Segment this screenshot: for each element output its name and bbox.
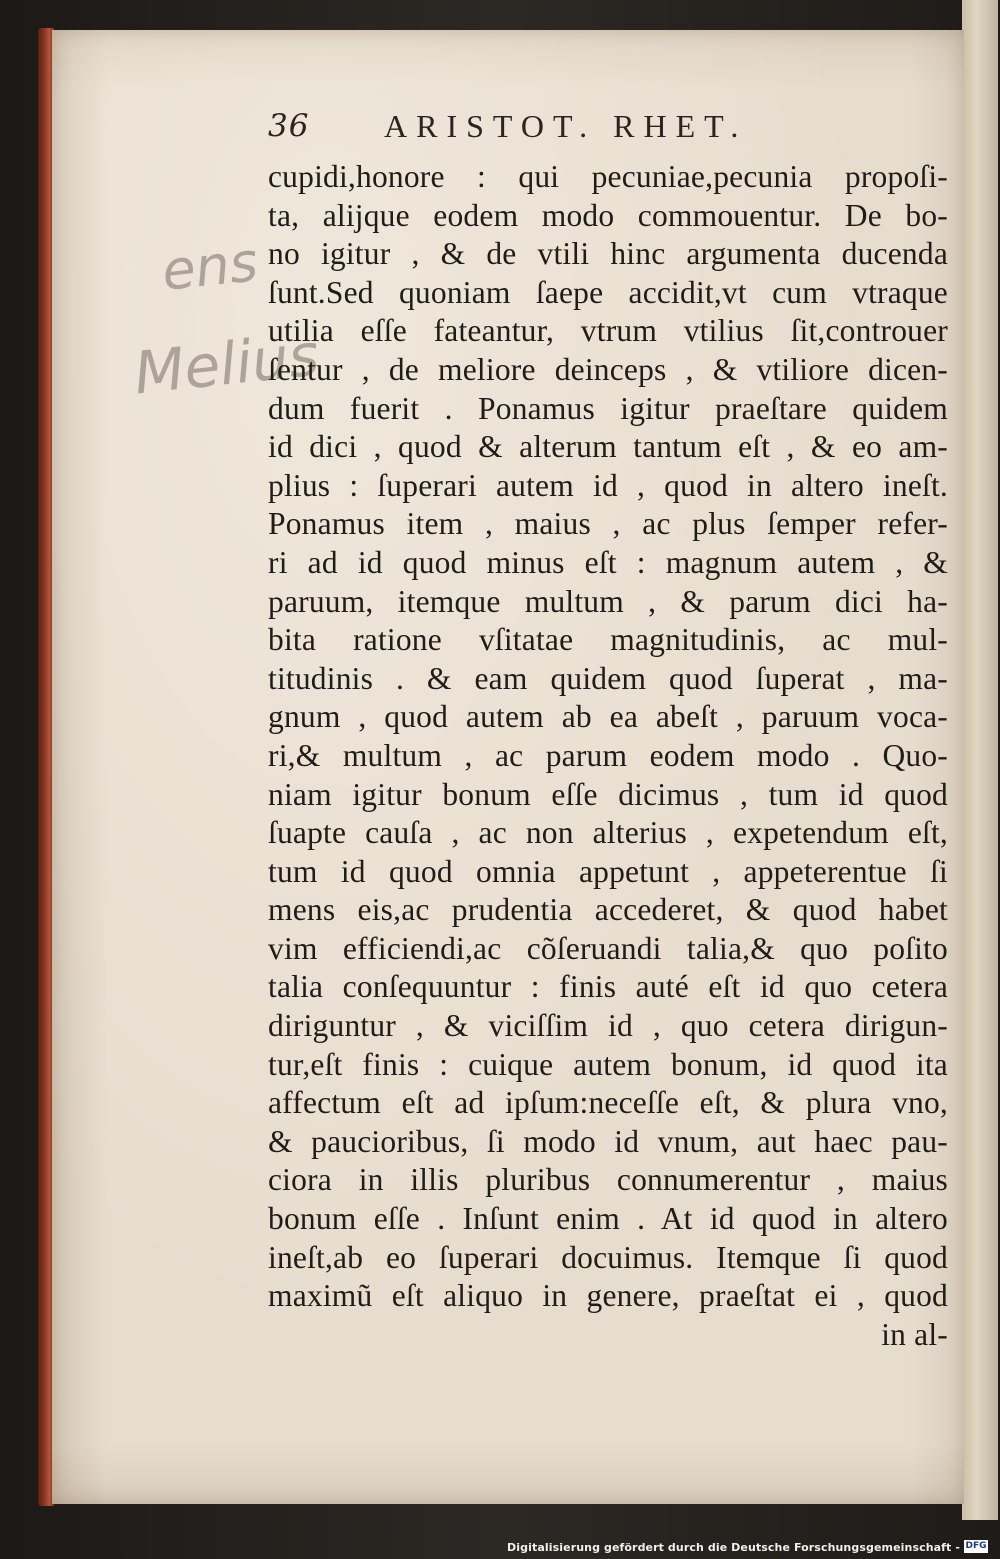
text-line: ri,& multum , ac parum eodem modo . Quo-	[268, 737, 948, 773]
running-title: ARISTOT. RHET.	[384, 108, 748, 144]
margin-note: ens	[158, 230, 261, 303]
digitization-credit: Digitalisierung gefördert durch die Deutsche Forschungsgemeinschaft -	[507, 1541, 960, 1554]
text-line: & paucioribus, ſi modo id vnum, aut haec pau-	[268, 1123, 948, 1159]
text-line: maximũ eſt aliquo in genere, praeſtat ei , quod	[268, 1278, 948, 1314]
text-line: tum id quod omnia appetunt , appeterentue ſi	[268, 853, 948, 889]
body-text	[268, 158, 948, 1354]
text-line: bita ratione vſitatae magnitudinis, ac mul-	[268, 622, 948, 658]
book-fore-edge	[962, 0, 998, 1520]
text-line: diriguntur , & viciſſim id , quo cetera dirigun-	[268, 1008, 948, 1044]
text-line: ciora in illis pluribus connumerentur , maius	[268, 1162, 948, 1198]
text-line: vim efficiendi,ac cõſeruandi talia,& quo poſito	[268, 930, 948, 966]
text-line: plius : ſuperari autem id , quod in altero ineſt.	[268, 467, 948, 503]
text-line: titudinis . & eam quidem quod ſuperat , ma-	[268, 660, 948, 696]
text-line: niam igitur bonum eſſe dicimus , tum id quod	[268, 776, 948, 812]
text-line: Ponamus item , maius , ac plus ſemper refer-	[268, 506, 948, 542]
text-line: ta, alijque eodem modo commouentur. De bo-	[268, 197, 948, 233]
text-line: ineſt,ab eo ſuperari docuimus. Itemque ſi quod	[268, 1239, 948, 1275]
text-line: ſunt.Sed quoniam ſaepe accidit,vt cum vtraque	[268, 274, 948, 310]
text-line: cupidi,honore : qui pecuniae,pecunia propoſi-	[268, 159, 948, 194]
text-line: affectum eſt ad ipſum:neceſſe eſt, & plura vno,	[268, 1085, 948, 1121]
text-line: tur,eſt finis : cuique autem bonum, id quod ita	[268, 1046, 948, 1082]
text-line: utilia eſſe fateantur, vtrum vtilius ſit,controuer	[268, 313, 948, 349]
text-line: ſentur , de meliore deinceps , & vtiliore dicen-	[268, 351, 948, 387]
text-line: mens eis,ac prudentia accederet, & quod habet	[268, 892, 948, 928]
text-line: id dici , quod & alterum tantum eſt , & eo am-	[268, 429, 948, 465]
page-number: 36	[268, 108, 310, 144]
text-line: ri ad id quod minus eſt : magnum autem , &	[268, 544, 948, 580]
text-line: no igitur , & de vtili hinc argumenta ducenda	[268, 236, 948, 272]
text-line: paruum, itemque multum , & parum dici ha-	[268, 583, 948, 619]
margin-note: Melius	[130, 320, 322, 408]
text-line: dum fuerit . Ponamus igitur praeſtare quidem	[268, 390, 948, 426]
text-line: ſuapte cauſa , ac non alterius , expetendum eſt,	[268, 815, 948, 851]
text-line: bonum eſſe . Inſunt enim . At id quod in altero	[268, 1201, 948, 1237]
dfg-logo: DFG	[965, 1541, 987, 1551]
page-header	[268, 108, 848, 158]
text-line: in al-	[881, 1316, 948, 1352]
text-line: gnum , quod autem ab ea abeſt , paruum voca-	[268, 699, 948, 735]
text-line: talia conſequuntur : finis auté eſt id quo cetera	[268, 969, 948, 1005]
